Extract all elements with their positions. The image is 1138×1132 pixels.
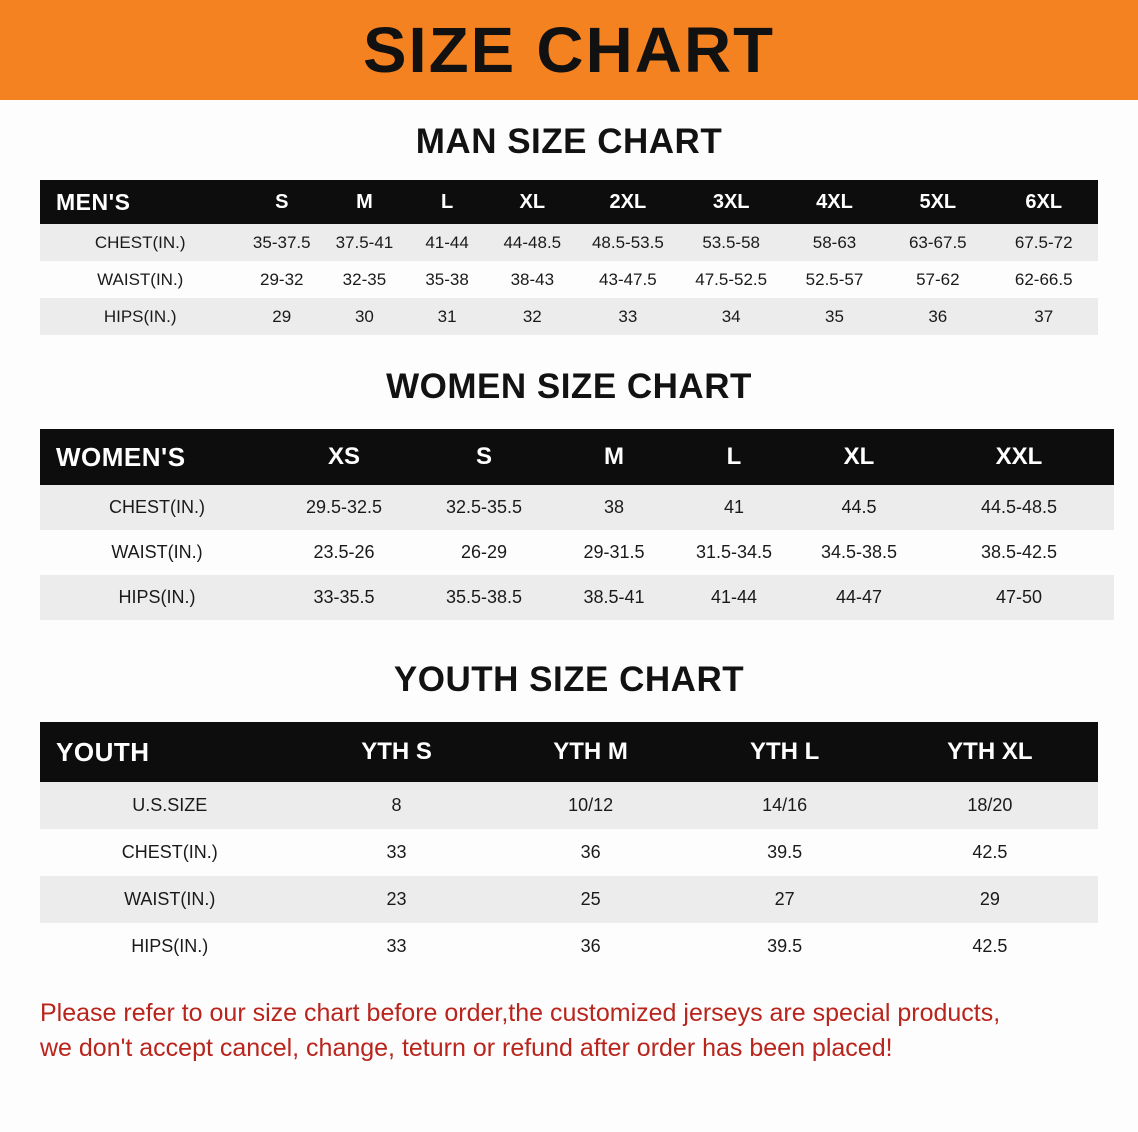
table-header-row [40,722,1098,782]
table-cell: 35-38 [425,269,469,289]
table-cell: 37.5-41 [335,232,394,252]
women-table-wrap [40,429,1098,620]
table-cell: 35-37.5 [252,232,311,252]
table-row [40,782,1098,829]
man-section-title: MAN SIZE CHART [415,122,723,161]
man-header-cell: XL [488,180,576,224]
table-cell: 34.5-38.5 [820,542,898,562]
table-cell: 29 [272,306,292,326]
table-cell: 18/20 [967,795,1013,815]
policy-note [40,996,1098,1065]
table-cell: 39.5 [767,936,803,956]
table-row [40,575,1114,620]
table-cell: 33 [618,306,638,326]
table-cell: 33-35.5 [313,587,375,607]
row-label: CHEST(IN.) [94,232,186,252]
policy-note-line-2: we don't accept cancel, change, teturn or refund after order has been placed! [40,1033,893,1062]
man-table-wrap [40,180,1098,335]
man-header-cell: 6XL [989,180,1098,224]
youth-header-label: YOUTH [40,722,300,782]
youth-header-cell: YTH S [300,722,494,782]
women-section-title: WOMEN SIZE CHART [386,367,752,406]
table-cell: 44-47 [835,587,883,607]
table-cell: 32 [522,306,542,326]
table-row [40,923,1098,970]
women-header-label: WOMEN'S [40,429,274,485]
table-row [40,261,1098,298]
table-row [40,829,1098,876]
table-cell: 10/12 [568,795,614,815]
table-cell: 63-67.5 [908,232,967,252]
table-cell: 39.5 [767,842,803,862]
man-header-cell: 5XL [886,180,989,224]
women-size-table [40,429,1114,620]
table-row [40,530,1114,575]
women-table-body [40,485,1114,620]
row-label: HIPS(IN.) [118,587,196,607]
table-cell: 38.5-41 [583,587,645,607]
table-cell: 42.5 [972,936,1008,956]
man-header-cell: L [406,180,489,224]
women-header-cell: L [674,429,794,485]
table-cell: 14/16 [762,795,808,815]
table-cell: 47.5-52.5 [695,269,768,289]
table-header-row [40,180,1098,224]
table-cell: 29.5-32.5 [305,497,383,517]
table-row [40,876,1098,923]
table-cell: 32-35 [342,269,387,289]
man-size-table [40,180,1098,335]
table-row [40,298,1098,335]
row-label: CHEST(IN.) [121,842,218,862]
man-header-cell: M [323,180,406,224]
youth-header-cell: YTH XL [882,722,1098,782]
table-cell: 34 [721,306,741,326]
table-cell: 23 [386,889,407,909]
man-table-body [40,224,1098,335]
youth-table-body [40,782,1098,970]
table-row [40,224,1098,261]
table-cell: 48.5-53.5 [591,232,664,252]
table-cell: 37 [1034,306,1054,326]
row-label: HIPS(IN.) [131,936,209,956]
table-cell: 44-48.5 [503,232,562,252]
table-cell: 36 [580,936,601,956]
table-cell: 41-44 [710,587,758,607]
women-header-cell: XS [274,429,414,485]
table-cell: 43-47.5 [599,269,657,289]
policy-note-line-1: Please refer to our size chart before order,the customized jerseys are special products, [40,999,1001,1027]
table-cell: 42.5 [972,842,1008,862]
table-cell: 31 [437,306,457,326]
row-label: U.S.SIZE [132,795,208,815]
table-cell: 44.5 [841,497,877,517]
table-cell: 52.5-57 [805,269,864,289]
table-cell: 47-50 [995,587,1043,607]
table-cell: 8 [391,795,402,815]
table-cell: 38-43 [510,269,555,289]
table-cell: 36 [580,842,601,862]
row-label: WAIST(IN.) [124,889,216,909]
table-cell: 33 [386,842,407,862]
man-table-head [40,180,1098,224]
table-cell: 31.5-34.5 [695,542,773,562]
row-label: WAIST(IN.) [97,269,184,289]
youth-header-cell: YTH L [688,722,882,782]
women-header-cell: XL [794,429,924,485]
table-cell: 44.5-48.5 [980,497,1058,517]
table-cell: 29-31.5 [583,542,645,562]
table-cell: 35.5-38.5 [445,587,523,607]
man-header-cell: 4XL [783,180,886,224]
man-header-cell: 2XL [576,180,679,224]
table-cell: 58-63 [812,232,857,252]
row-label: CHEST(IN.) [109,497,205,517]
table-cell: 41 [723,497,745,517]
man-header-cell: S [240,180,323,224]
man-header-cell: 3XL [680,180,783,224]
row-label: WAIST(IN.) [111,542,203,562]
table-cell: 33 [386,936,407,956]
table-cell: 53.5-58 [702,232,761,252]
youth-section-title: YOUTH SIZE CHART [393,660,745,699]
women-header-cell: S [414,429,554,485]
table-cell: 38 [603,497,625,517]
youth-table-head [40,722,1098,782]
table-cell: 36 [928,306,948,326]
table-cell: 25 [580,889,601,909]
table-row [40,485,1114,530]
table-cell: 62-66.5 [1014,269,1073,289]
table-cell: 26-29 [460,542,508,562]
youth-size-table [40,722,1098,970]
page-title: SIZE CHART [362,14,776,86]
women-header-cell: M [554,429,674,485]
man-header-label: MEN'S [40,180,240,224]
youth-header-cell: YTH M [494,722,688,782]
table-cell: 27 [774,889,795,909]
table-cell: 67.5-72 [1014,232,1073,252]
table-cell: 29 [979,889,1000,909]
table-cell: 23.5-26 [313,542,375,562]
table-cell: 41-44 [425,232,469,252]
table-header-row [40,429,1114,485]
youth-table-wrap [40,722,1098,970]
women-header-cell: XXL [924,429,1114,485]
table-cell: 32.5-35.5 [445,497,523,517]
table-cell: 38.5-42.5 [980,542,1058,562]
page-banner [0,0,1138,100]
table-cell: 29-32 [260,269,304,289]
table-cell: 35 [825,306,844,326]
table-cell: 30 [354,306,374,326]
women-table-head [40,429,1114,485]
row-label: HIPS(IN.) [103,306,177,326]
table-cell: 57-62 [916,269,960,289]
